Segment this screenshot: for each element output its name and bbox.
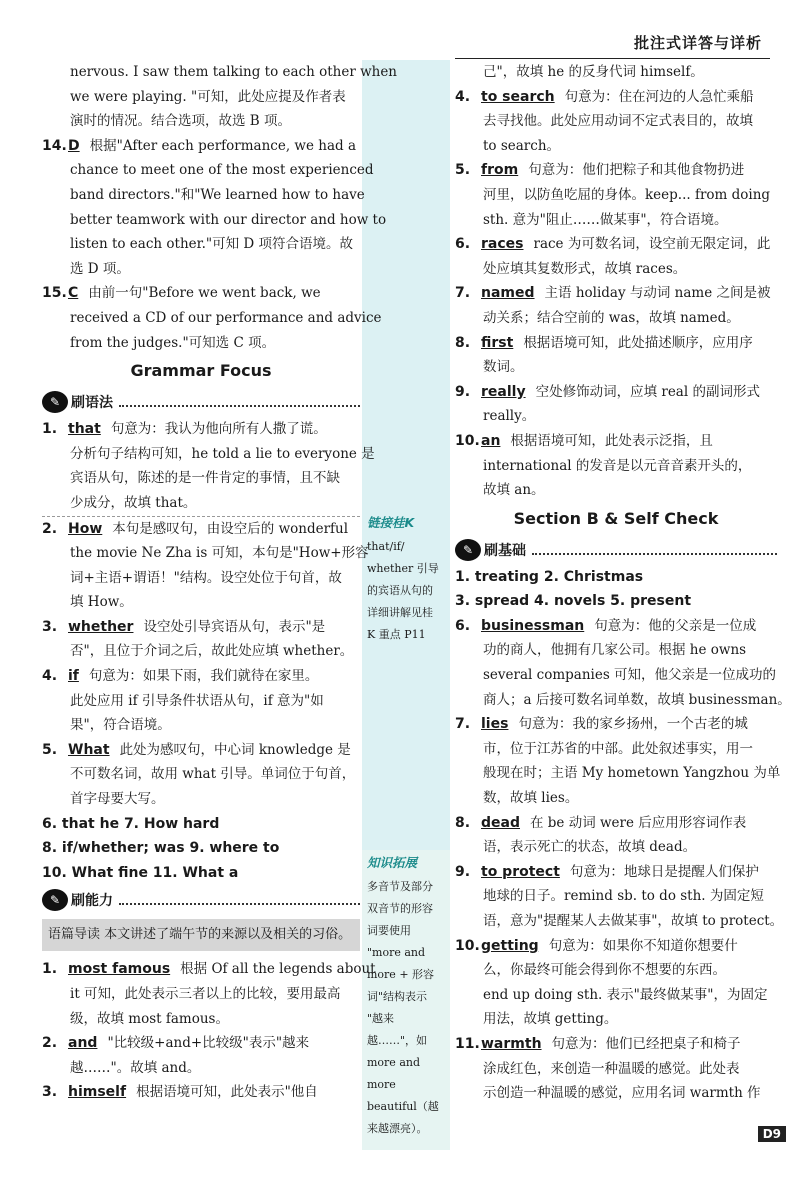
b11-line bbox=[455, 1081, 777, 1106]
label-grammar bbox=[42, 387, 360, 417]
b6-number: 6. bbox=[455, 617, 471, 634]
g3-text: 设空处引导宾语从句，表示"是 bbox=[143, 618, 326, 635]
b9-line bbox=[455, 909, 784, 934]
g10-answers: 10. What fine 11. What a bbox=[42, 864, 239, 881]
q15-text: received a CD of our performance and advice bbox=[70, 309, 382, 326]
n7-answer: named bbox=[481, 285, 535, 302]
g3-line bbox=[42, 639, 360, 664]
g8-answers: 8. if/whether; was 9. where to bbox=[42, 840, 280, 857]
g5-number: 5. bbox=[42, 741, 58, 758]
n3-number: 3. bbox=[42, 1084, 58, 1101]
g4-text: 句意为：如果下雨，我们就待在家里。 bbox=[88, 668, 319, 685]
b6-text: several companies 可知，他父亲是一位成功的 bbox=[483, 667, 777, 684]
g5-text: 首字母要大写。 bbox=[70, 791, 165, 808]
n5-text: 句意为：他们把粽子和其他食物扔进 bbox=[528, 162, 745, 179]
n3-text: 根据语境可知，此处表示"他自 bbox=[136, 1084, 318, 1101]
b8-line bbox=[455, 835, 777, 860]
n1-line bbox=[42, 957, 376, 982]
b8-text: 语，表示死亡的状态，故填 dead。 bbox=[483, 839, 697, 856]
margin-note-expand-line: 多音节及部分 bbox=[367, 880, 433, 893]
g5-line bbox=[42, 787, 360, 812]
g2-line bbox=[42, 541, 369, 566]
b6-line bbox=[455, 638, 777, 663]
b11-answer: warmth bbox=[481, 1035, 542, 1052]
b7-number: 7. bbox=[455, 716, 471, 733]
b8-number: 8. bbox=[455, 814, 471, 831]
g2-text: 词+主语+谓语！"结构。设空处位于句首，故 bbox=[70, 569, 342, 586]
n1-text: it 可知，此处表示三者以上的比较，要用最高 bbox=[70, 986, 341, 1002]
label-grammar-badge bbox=[42, 391, 113, 413]
header-rule bbox=[455, 58, 770, 59]
b10-number: 10. bbox=[455, 937, 480, 954]
n6-text: 处应填其复数形式，故填 races。 bbox=[483, 260, 687, 277]
n8-line bbox=[455, 331, 777, 356]
q13-cont-line: 演时的情况。结合选项，故选 B 项。 bbox=[70, 113, 292, 130]
margin-note-link bbox=[362, 512, 450, 648]
b8-answer: dead bbox=[481, 814, 520, 831]
q13-cont-line: nervous. I saw them talking to each other when bbox=[70, 64, 398, 80]
q14-text: better teamwork with our director and how to bbox=[70, 211, 387, 228]
b1-answers: 1. treating 2. Christmas bbox=[455, 568, 644, 585]
margin-note-expand bbox=[362, 852, 450, 1142]
margin-note-link-line: whether 引导 bbox=[367, 562, 439, 575]
n8-text: 根据语境可知，此处描述顺序，应用序 bbox=[523, 334, 753, 351]
n1-text: 根据 Of all the legends about bbox=[180, 961, 376, 978]
g5-text: 此处为感叹句，中心词 knowledge 是 bbox=[119, 741, 351, 758]
b6-answer: businessman bbox=[481, 617, 585, 634]
g4-text: 果"，符合语境。 bbox=[70, 717, 171, 734]
n9-line bbox=[455, 380, 777, 405]
right-column bbox=[455, 60, 791, 1106]
g1-answer: that bbox=[68, 421, 101, 438]
margin-note-expand-line: 词"结构表示 bbox=[367, 990, 428, 1003]
n4-text: 句意为：住在河边的人急忙乘船 bbox=[564, 88, 754, 105]
n5-number: 5. bbox=[455, 162, 471, 179]
n10-number: 10. bbox=[455, 432, 480, 449]
b11-text: 句意为：他们已经把桌子和椅子 bbox=[551, 1035, 741, 1052]
n2-text: 越……"。故填 and。 bbox=[70, 1059, 201, 1076]
g2-line bbox=[42, 517, 360, 542]
margin-note-link-line: K 重点 P11 bbox=[367, 628, 426, 641]
b7-line bbox=[455, 737, 777, 762]
g1-text: 少成分，故填 that。 bbox=[70, 494, 197, 511]
n5-line bbox=[455, 158, 777, 183]
b9-line bbox=[455, 860, 777, 885]
b10-line bbox=[455, 1007, 777, 1032]
g1-text: 宾语从句，陈述的是一件肯定的事情，且不缺 bbox=[70, 470, 340, 487]
g1-text: 分析句子结构可知，he told a lie to everyone 是 bbox=[70, 445, 375, 462]
q15-line bbox=[42, 306, 382, 331]
g3-text: 否"，且位于介词之后，故此处应填 whether。 bbox=[70, 643, 354, 660]
b11-line bbox=[455, 1057, 777, 1082]
book-icon: ✎ bbox=[42, 889, 68, 911]
g3-number: 3. bbox=[42, 618, 58, 635]
label-basic-dots bbox=[532, 545, 777, 555]
g2-text: the movie Ne Zha is 可知，本句是"How+形容 bbox=[70, 545, 369, 562]
b6-line bbox=[455, 663, 777, 688]
n5-text: 河里，以防鱼吃屈的身体。keep... from doing bbox=[483, 186, 771, 203]
n10-line bbox=[455, 478, 777, 503]
label-ability bbox=[42, 885, 360, 915]
n9-line bbox=[455, 404, 777, 429]
b7-line bbox=[455, 712, 777, 737]
g4-line bbox=[42, 713, 360, 738]
b10-line bbox=[455, 983, 777, 1008]
q14-line bbox=[42, 208, 387, 233]
n1-text: 级，故填 most famous。 bbox=[70, 1010, 229, 1027]
q14-line bbox=[42, 158, 374, 183]
b10-text: 句意为：如果你不知道你想要什 bbox=[548, 937, 738, 954]
label-grammar-dots bbox=[119, 397, 360, 407]
n9-text: 空处修饰动词，应填 real 的副词形式 bbox=[535, 383, 760, 400]
n4-line bbox=[455, 85, 777, 110]
g5-line bbox=[42, 738, 360, 763]
b9-line bbox=[455, 884, 777, 909]
margin-note-expand-line: more and more bbox=[367, 1056, 421, 1091]
n5-text: sth. 意为"阻止……做某事"，符合语境。 bbox=[483, 211, 728, 228]
n9-number: 9. bbox=[455, 383, 471, 400]
margin-note-expand-line: 双音节的形容 bbox=[367, 902, 433, 915]
label-grammar-text: 刷语法 bbox=[71, 395, 113, 412]
b7-line bbox=[455, 761, 781, 786]
margin-note-link-line: 详细讲解见桂 bbox=[367, 606, 433, 619]
g3-line bbox=[42, 615, 360, 640]
b9-text: 语，意为"提醒某人去做某事"，故填 to protect。 bbox=[483, 913, 784, 929]
label-basic-badge bbox=[455, 539, 526, 561]
n6-number: 6. bbox=[455, 236, 471, 253]
q15-answer: C bbox=[68, 285, 79, 302]
q14-line bbox=[42, 134, 360, 159]
n1-number: 1. bbox=[42, 961, 58, 978]
n7-text: 动关系；结合空前的 was，故填 named。 bbox=[483, 309, 740, 326]
margin-note-expand-line: 词要使用 bbox=[367, 924, 411, 937]
g4-line bbox=[42, 689, 360, 714]
n3-answer: himself bbox=[68, 1084, 127, 1101]
b7-answer: lies bbox=[481, 716, 509, 733]
margin-note-link-body bbox=[362, 534, 450, 648]
n2-answer: and bbox=[68, 1035, 98, 1052]
b3-answers: 3. spread 4. novels 5. present bbox=[455, 593, 692, 610]
n6-text: race 为可数名词，设空前无限定词，此 bbox=[533, 236, 771, 253]
n2-line bbox=[42, 1031, 360, 1056]
page-header: 批注式详答与详析 bbox=[633, 34, 762, 52]
n6-line bbox=[455, 232, 777, 257]
n5-line bbox=[455, 183, 777, 208]
n10-line bbox=[455, 429, 777, 454]
q14-text: chance to meet one of the most experienced bbox=[70, 162, 374, 179]
q15-text: from the judges."可知选 C 项。 bbox=[70, 334, 276, 351]
page-number: D9 bbox=[758, 1126, 786, 1142]
b11-number: 11. bbox=[455, 1035, 480, 1052]
b6-line bbox=[455, 688, 791, 713]
q14-text: band directors."和"We learned how to have bbox=[70, 186, 365, 203]
g2-text: 本句是感叹句，由设空后的 wonderful bbox=[112, 520, 349, 537]
b10-text: 用法，故填 getting。 bbox=[483, 1011, 618, 1028]
b7-text: 市，位于江苏省的中部。此处叙述事实，用一 bbox=[483, 740, 753, 757]
b6-text: 功的商人，他拥有几家公司。根据 he owns bbox=[483, 642, 747, 659]
n10-answer: an bbox=[481, 432, 501, 449]
b7-text: 数，故填 lies。 bbox=[483, 790, 579, 807]
n2-number: 2. bbox=[42, 1035, 58, 1052]
n1-line bbox=[42, 982, 360, 1007]
n9-text: really。 bbox=[483, 408, 536, 425]
b9-answer: to protect bbox=[481, 863, 560, 880]
n10-text: 根据语境可知，此处表示泛指，且 bbox=[510, 432, 713, 449]
b6-line bbox=[455, 614, 777, 639]
n1-line bbox=[42, 1007, 360, 1032]
label-basic-text: 刷基础 bbox=[484, 542, 526, 559]
b7-line bbox=[455, 786, 777, 811]
q15-number: 15. bbox=[42, 285, 67, 302]
label-basic bbox=[455, 535, 777, 565]
q15-line bbox=[42, 281, 360, 306]
margin-strip-mid bbox=[362, 700, 450, 850]
n4-line bbox=[455, 109, 777, 134]
b10-line bbox=[455, 958, 777, 983]
g2-line bbox=[42, 590, 360, 615]
b11-text: 涂成红色，来创造一种温暖的感觉。此处表 bbox=[483, 1060, 740, 1077]
g6-answers: 6. that he 7. How hard bbox=[42, 815, 220, 832]
b7-text: 般现在时；主语 My hometown Yangzhou 为单 bbox=[483, 765, 781, 782]
b11-text: 示创造一种温暖的感觉，应用名词 warmth 作 bbox=[483, 1085, 761, 1102]
b9-text: 句意为：地球日是提醒人们保护 bbox=[569, 863, 759, 880]
n2-line bbox=[42, 1056, 360, 1081]
b10-line bbox=[455, 934, 777, 959]
g5-answer: What bbox=[68, 741, 110, 758]
n5-answer: from bbox=[481, 162, 519, 179]
n8-text: 数词。 bbox=[483, 359, 524, 376]
n7-text: 主语 holiday 与动词 name 之间是被 bbox=[544, 285, 771, 302]
margin-note-expand-head: 知识拓展 bbox=[367, 855, 418, 870]
g1-text: 句意为：我认为他向所有人撒了谎。 bbox=[110, 421, 327, 438]
q14-text: listen to each other."可知 D 项符合语境。故 bbox=[70, 236, 354, 253]
label-ability-dots bbox=[119, 895, 360, 905]
b6-text: 句意为：他的父亲是一位成 bbox=[594, 617, 757, 634]
n6-line bbox=[455, 257, 777, 282]
margin-note-link-head: 链接桂K bbox=[367, 515, 415, 530]
margin-note-expand-line: more + 形容 bbox=[367, 968, 435, 981]
b8-text: 在 be 动词 were 后应用形容词作表 bbox=[530, 814, 747, 831]
q14-answer: D bbox=[68, 137, 80, 154]
section-b-title: Section B & Self Check bbox=[513, 508, 719, 528]
n4-number: 4. bbox=[455, 88, 471, 105]
q14-text: 选 D 项。 bbox=[70, 260, 130, 277]
n7-line bbox=[455, 281, 777, 306]
margin-note-expand-body bbox=[362, 874, 450, 1142]
b9-number: 9. bbox=[455, 863, 471, 880]
g4-number: 4. bbox=[42, 668, 58, 685]
margin-note-expand-line: 来越漂亮）。 bbox=[367, 1122, 428, 1135]
q14-text: 根据"After each performance, we had a bbox=[89, 137, 356, 154]
q15-text: 由前一句"Before we went back, we bbox=[88, 285, 321, 302]
n10-line bbox=[455, 454, 777, 479]
margin-note-expand-line: beautiful（越 bbox=[367, 1100, 439, 1113]
g4-text: 此处应用 if 引导条件状语从句，if 意为"如 bbox=[70, 692, 324, 709]
g1-line bbox=[42, 491, 360, 517]
g5-line bbox=[42, 762, 360, 787]
n7-line bbox=[455, 306, 777, 331]
g4-answer: if bbox=[68, 668, 79, 685]
grammar-focus-title: Grammar Focus bbox=[130, 361, 272, 381]
g3-answer: whether bbox=[68, 618, 134, 635]
n1-answer: most famous bbox=[68, 961, 171, 978]
n3-line bbox=[42, 1080, 360, 1105]
g1-line bbox=[42, 417, 360, 442]
n9-answer: really bbox=[481, 383, 526, 400]
margin-note-expand-line: "more and bbox=[367, 946, 426, 959]
b9-text: 地球的日子。remind sb. to do sth. 为固定短 bbox=[483, 888, 764, 905]
q14-line bbox=[42, 183, 365, 208]
n4-text: 去寻找他。此处应用动词不定式表目的，故填 bbox=[483, 113, 753, 130]
b11-line bbox=[455, 1032, 777, 1057]
n4-answer: to search bbox=[481, 88, 555, 105]
n3-cont-line: 己"，故填 he 的反身代词 himself。 bbox=[483, 64, 704, 80]
n10-text: 故填 an。 bbox=[483, 482, 545, 499]
n2-text: "比较级+and+比较级"表示"越来 bbox=[107, 1035, 310, 1052]
n8-answer: first bbox=[481, 334, 514, 351]
label-ability-text: 刷能力 bbox=[71, 893, 113, 910]
margin-strip-top bbox=[362, 60, 450, 510]
b10-text: end up doing sth. 表示"最终做某事"，为固定 bbox=[483, 986, 768, 1003]
n8-line bbox=[455, 355, 777, 380]
g1-line bbox=[42, 466, 360, 491]
g2-line bbox=[42, 566, 360, 591]
g1-line bbox=[42, 442, 375, 467]
n5-line bbox=[455, 208, 777, 233]
q14-line bbox=[42, 257, 360, 282]
margin-note-expand-line: "越来 bbox=[367, 1012, 395, 1025]
margin-note-expand-line: 越……"，如 bbox=[367, 1034, 428, 1047]
b6-text: 商人；a 后接可数名词单数，故填 businessman。 bbox=[483, 691, 791, 708]
margin-note-link-line: that/if/ bbox=[367, 540, 405, 553]
g2-text: 填 How。 bbox=[70, 594, 133, 611]
g2-number: 2. bbox=[42, 520, 58, 537]
book-icon: ✎ bbox=[42, 391, 68, 413]
g2-answer: How bbox=[68, 520, 103, 537]
n6-answer: races bbox=[481, 236, 524, 253]
b8-line bbox=[455, 811, 777, 836]
q13-cont-line: we were playing. "可知，此处应提及作者表 bbox=[70, 88, 346, 105]
g4-line bbox=[42, 664, 360, 689]
label-ability-badge bbox=[42, 889, 113, 911]
n4-text: to search。 bbox=[483, 137, 561, 154]
g1-number: 1. bbox=[42, 421, 58, 438]
q15-line bbox=[42, 331, 360, 356]
b10-text: 么，你最终可能会得到你不想要的东西。 bbox=[483, 962, 726, 979]
g5-text: 不可数名词，故用 what 引导。单词位于句首， bbox=[70, 766, 356, 783]
n10-text: international 的发音是以元音音素开头的， bbox=[483, 457, 752, 474]
margin-note-link-line: 的宾语从句的 bbox=[367, 584, 433, 597]
b7-text: 句意为：我的家乡扬州，一个古老的城 bbox=[518, 716, 748, 733]
n7-number: 7. bbox=[455, 285, 471, 302]
b10-answer: getting bbox=[481, 937, 539, 954]
reading-guide: 语篇导读 本文讲述了端午节的来源以及相关的习俗。 bbox=[42, 919, 360, 951]
book-icon: ✎ bbox=[455, 539, 481, 561]
q14-line bbox=[42, 232, 360, 257]
n4-line bbox=[455, 134, 777, 159]
n8-number: 8. bbox=[455, 334, 471, 351]
q14-number: 14. bbox=[42, 137, 67, 154]
